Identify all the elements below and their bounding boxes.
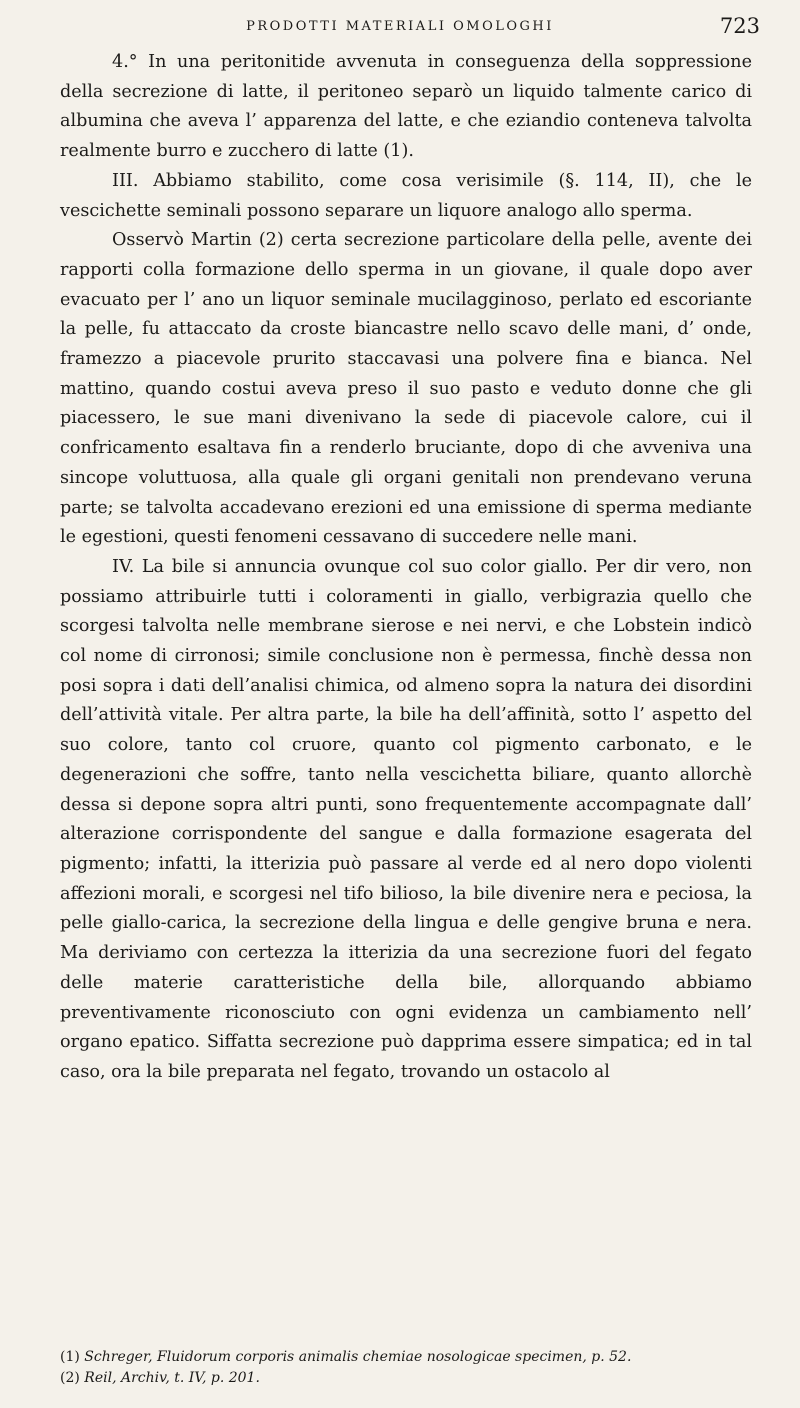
footnote-text: Reil, Archiv, t. IV, p. 201. bbox=[84, 1370, 260, 1386]
paragraph-section-iii: III. Abbiamo stabilito, come cosa verisimile (§. 114, II), che le vescichette seminali possono separare un liquore analogo allo sperma. bbox=[60, 170, 752, 221]
footnote-mark: (2) bbox=[60, 1370, 80, 1386]
footnote-1 bbox=[60, 1347, 760, 1368]
footnote-text: Schreger, Fluidorum corporis animalis chemiae nosologicae specimen, p. 52. bbox=[84, 1349, 632, 1365]
footnote-mark: (1) bbox=[60, 1349, 80, 1365]
paragraph-martin: Osservò Martin (2) certa secrezione particolare della pelle, avente dei rapporti colla formazione dello sperma in un giovane, il quale dopo aver evacuato per l’ ano un liquor seminale mucilagginoso, perlato ed escoriante la pelle, fu attaccato da croste biancastre nello scavo delle mani, d’ onde, framezzo a piacevole prurito staccavasi una polvere fina e bianca. Nel mattino, quando costui aveva preso il suo pasto e veduto donne che gli piacessero, le sue mani divenivano la sede di piacevole calore, cui il confricamento esaltava fin a renderlo bruciante, dopo di che avveniva una sincope voluttuosa, alla quale gli organi genitali non prendevano veruna parte; se talvolta accadevano erezioni ed una emissione di sperma mediante le egestioni, questi fenomeni cessavano di succedere nelle mani. bbox=[60, 230, 752, 548]
page-number: 723 bbox=[719, 14, 760, 38]
paragraph-section-iv: IV. La bile si annuncia ovunque col suo color giallo. Per dir vero, non possiamo attribuirle tutti i coloramenti in giallo, verbigrazia quello che scorgesi talvolta nelle membrane sierose e nei nervi, e che Lobstein indicò col nome di cirronosi; simile conclusione non è permessa, finchè dessa non posi sopra i dati dell’analisi chimica, od almeno sopra la natura dei disordini dell’attività vitale. Per altra parte, la bile ha dell’affinità, sotto l’ aspetto del suo colore, tanto col cruore, quanto col pigmento carbonato, e le degenerazioni che soffre, tanto nella vescichetta biliare, quanto allorchè dessa si depone sopra altri punti, sono frequentemente accompagnate dall’ alterazione corrispondente del sangue e dalla formazione esagerata del pigmento; infatti, la itterizia può passare al verde ed al nero dopo violenti affezioni morali, e scorgesi nel tifo bilioso, la bile divenire nera e peciosa, la pelle giallo-carica, la secrezione della lingua e delle gengive bruna e nera. Ma deriviamo con certezza la itterizia da una secrezione fuori del fegato delle materie caratteristiche della bile, allorquando abbiamo preventivamente riconosciuto con ogni evidenza un cambiamento nell’ organo epatico. Siffatta secrezione può dapprima essere simpatica; ed in tal caso, ora la bile preparata nel fegato, trovando un ostacolo al bbox=[60, 556, 752, 1082]
page-header bbox=[0, 14, 800, 44]
body-text bbox=[60, 48, 752, 1088]
footnote-2 bbox=[60, 1368, 760, 1389]
running-head: PRODOTTI MATERIALI OMOLOGHI bbox=[246, 19, 554, 34]
paragraph-item-4: 4.° In una peritonitide avvenuta in conseguenza della soppressione della secrezione di latte, il peritoneo separò un liquido talmente carico di albumina che aveva l’ apparenza del latte, e che eziandio conteneva talvolta realmente burro e zucchero di latte (1). bbox=[60, 52, 752, 162]
footnotes bbox=[60, 1347, 760, 1389]
